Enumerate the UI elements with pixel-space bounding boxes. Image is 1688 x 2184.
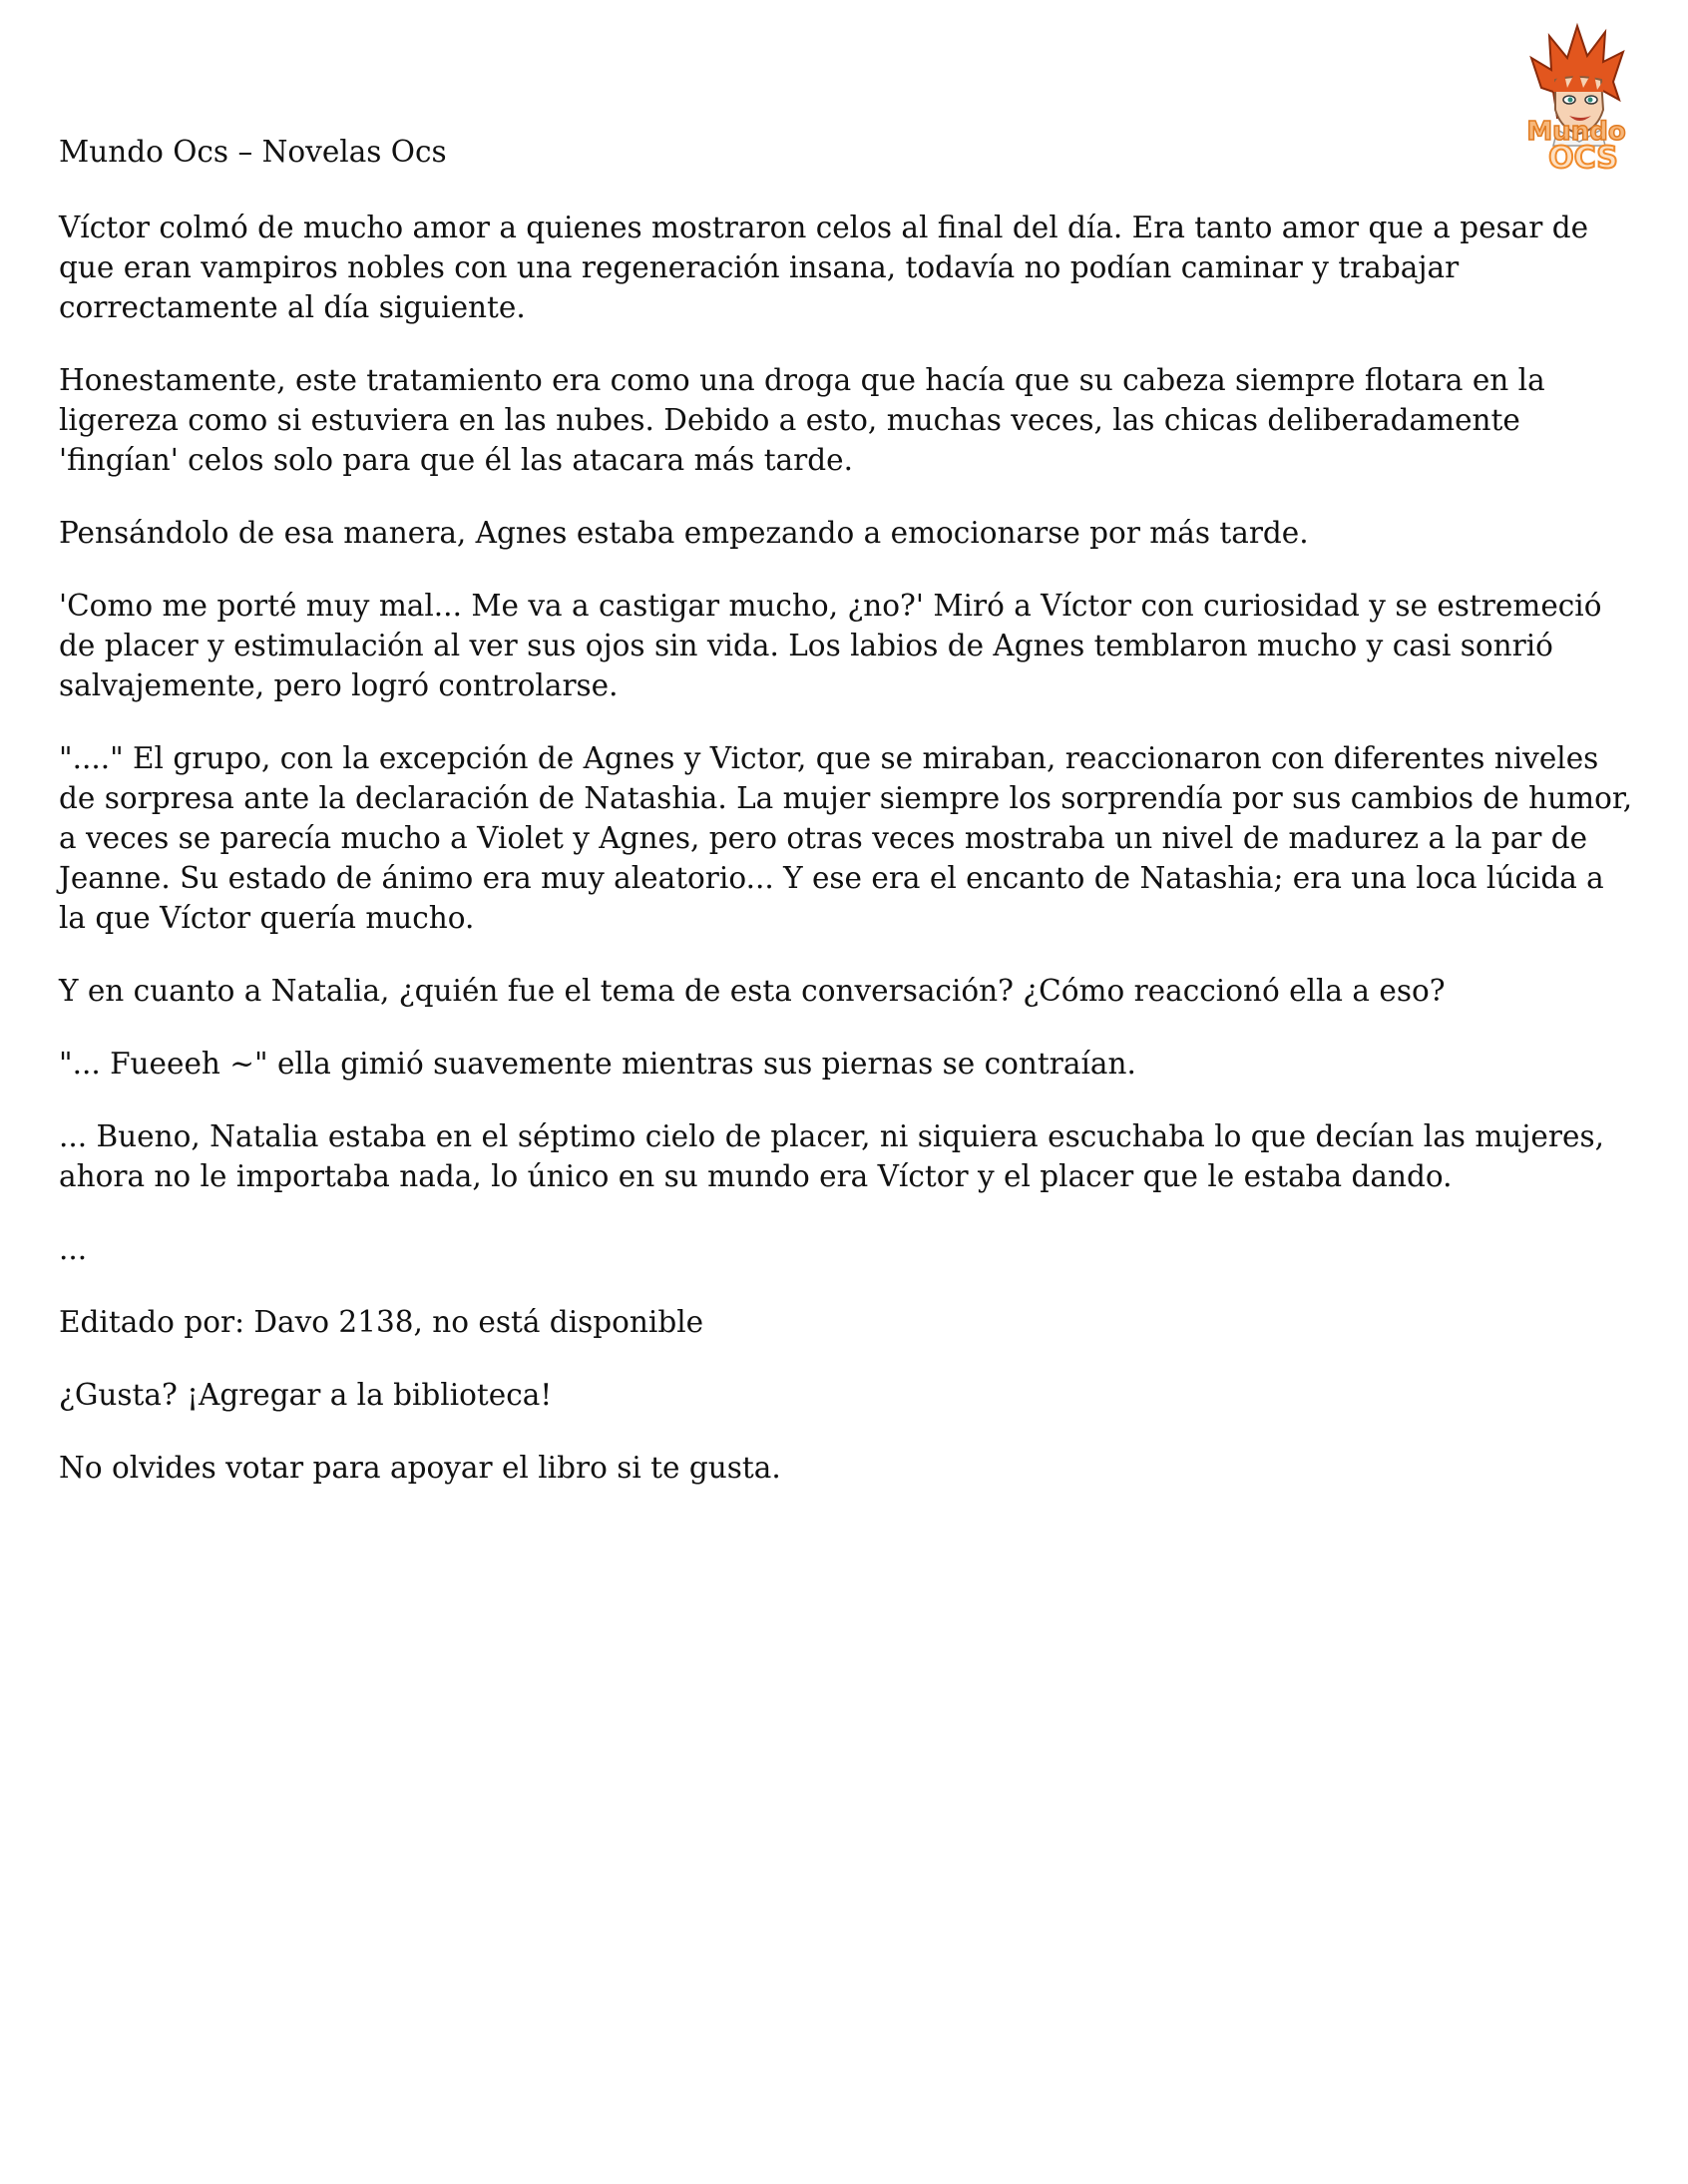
paragraph: 'Como me porté muy mal... Me va a castigar mucho, ¿no?' Miró a Víctor con curiosidad y se estremeció de placer y estimulación al ver sus ojos sin vida. Los labios de Agnes temblaron mucho y casi sonrió salvajemente, pero logró controlarse.: [59, 589, 1602, 702]
document-body: [59, 132, 1640, 1521]
paragraph: "...." El grupo, con la excepción de Agnes y Victor, que se miraban, reaccionaron con diferentes niveles de sorpresa ante la declaración de Natashia. La mujer siempre los sorprendía por sus cambios de humor, a veces se parecía mucho a Violet y Agnes, pero otras veces mostraba un nivel de madurez a la par de Jeanne. Su estado de ánimo era muy aleatorio... Y ese era el encanto de Natashia; era una loca lúcida a la que Víctor quería mucho.: [59, 741, 1633, 935]
library-prompt: ¿Gusta? ¡Agregar a la biblioteca!: [59, 1378, 553, 1412]
paragraph: ... Bueno, Natalia estaba en el séptimo cielo de placer, ni siquiera escuchaba lo que decían las mujeres, ahora no le importaba nada, lo único en su mundo era Víctor y el placer que le estaba dando.: [59, 1119, 1604, 1193]
page-header-title: Mundo Ocs – Novelas Ocs: [59, 135, 447, 169]
editor-credit: Editado por: Davo 2138, no está disponible: [59, 1305, 704, 1339]
paragraph: Honestamente, este tratamiento era como una droga que hacía que su cabeza siempre flotara en la ligereza como si estuviera en las nubes. Debido a esto, muchas veces, las chicas deliberadamente 'fingían' celos solo para que él las atacara más tarde.: [59, 363, 1545, 477]
paragraph: Y en cuanto a Natalia, ¿quién fue el tema de esta conversación? ¿Cómo reaccionó ella a eso?: [59, 974, 1446, 1008]
paragraph: Pensándolo de esa manera, Agnes estaba empezando a emocionarse por más tarde.: [59, 516, 1309, 550]
ellipsis-separator: ...: [59, 1232, 88, 1266]
paragraph: Víctor colmó de mucho amor a quienes mostraron celos al final del día. Era tanto amor que a pesar de que eran vampiros nobles con una regeneración insana, todavía no podían caminar y trabajar correctamente al día siguiente.: [59, 211, 1589, 324]
logo-text-mundo: Mundo: [1526, 117, 1626, 147]
vote-prompt: No olvides votar para apoyar el libro si te gusta.: [59, 1451, 781, 1485]
paragraph: "... Fueeeh ~" ella gimió suavemente mientras sus piernas se contraían.: [59, 1047, 1136, 1081]
logo-text-ocs: OCS: [1548, 141, 1618, 176]
